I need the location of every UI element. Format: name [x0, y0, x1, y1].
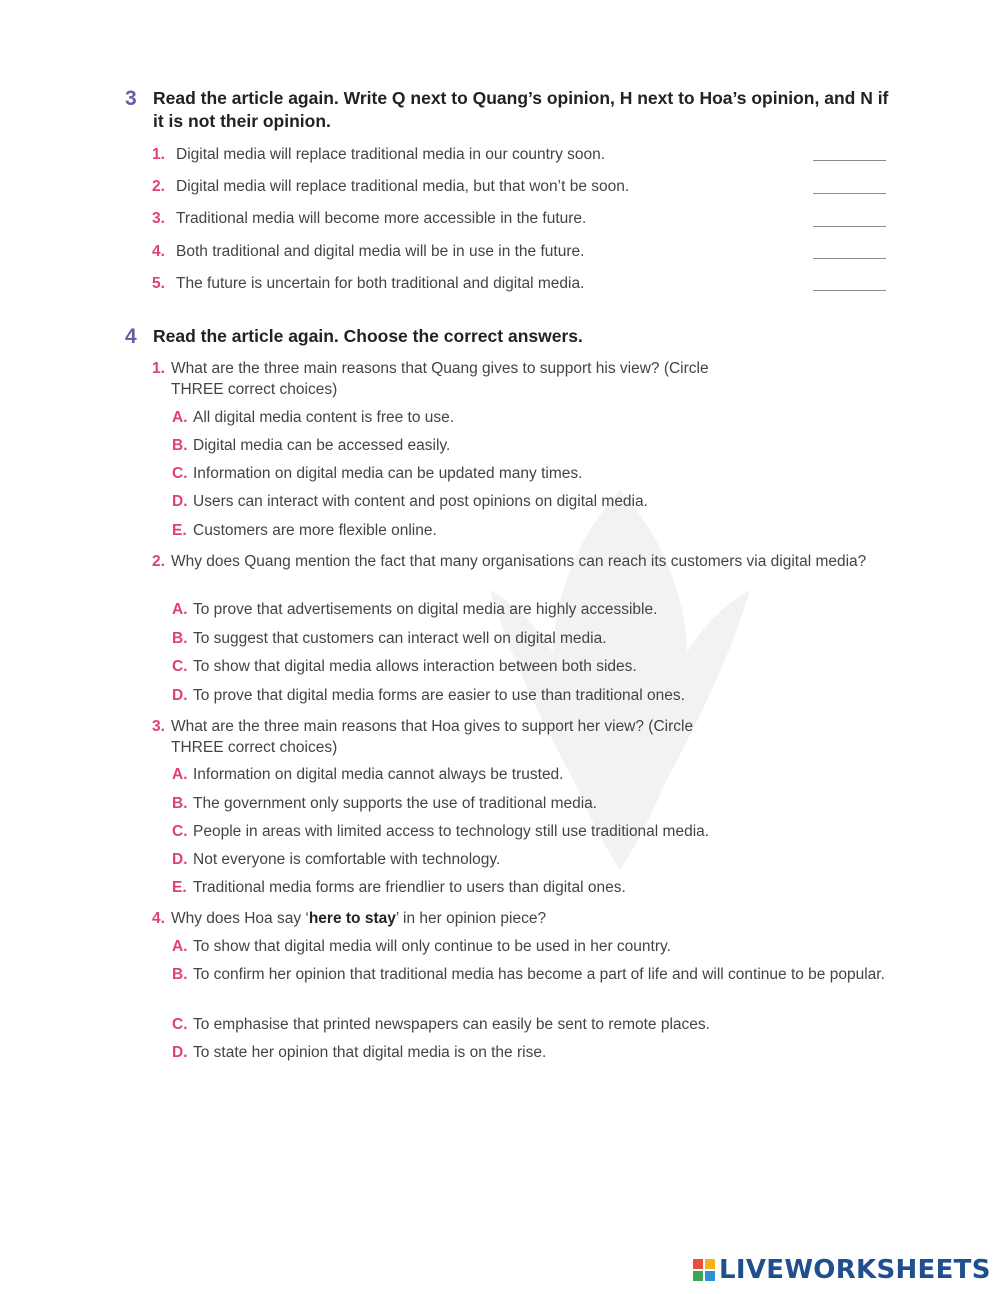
option-text: To emphasise that printed newspapers can easily be sent to remote places. — [193, 1016, 710, 1033]
option[interactable] — [172, 435, 893, 456]
question-number: 1. — [152, 360, 165, 377]
logo-icon — [693, 1259, 715, 1281]
option[interactable] — [172, 520, 893, 541]
option-text: Traditional media forms are friendlier to users than digital ones. — [193, 879, 626, 896]
option-text: People in areas with limited access to technology still use traditional media. — [193, 823, 710, 840]
list-item — [152, 242, 584, 262]
logo-square — [693, 1271, 703, 1281]
question — [152, 908, 891, 929]
question-text: Why does Quang mention the fact that many organisations can reach its customers via digital media? — [171, 553, 867, 570]
option[interactable] — [172, 877, 893, 898]
exercise-3-header — [125, 87, 903, 133]
answer-blank[interactable] — [813, 193, 886, 194]
option[interactable] — [172, 628, 893, 649]
option-letter: C. — [172, 658, 188, 675]
option[interactable] — [172, 463, 893, 484]
logo-square — [693, 1259, 703, 1269]
question-number: 2. — [152, 553, 165, 570]
quoted-phrase: here to stay — [308, 910, 396, 927]
option[interactable] — [172, 964, 893, 985]
item-text: Digital media will replace traditional media in our country soon. — [176, 146, 606, 163]
option[interactable] — [172, 936, 893, 957]
option[interactable] — [172, 491, 893, 512]
list-item — [152, 145, 605, 165]
item-number: 5. — [152, 275, 165, 292]
option[interactable] — [172, 656, 893, 677]
question-text: What are the three main reasons that Hoa gives to support her view? (Circle THREE correct choices) — [171, 718, 694, 756]
option-letter: B. — [172, 437, 188, 454]
option-text: Information on digital media can be updated many times. — [193, 465, 583, 482]
logo-square — [705, 1271, 715, 1281]
option[interactable] — [172, 407, 893, 428]
option-letter: B. — [172, 966, 188, 983]
exercise-4-header — [125, 325, 903, 348]
item-number: 4. — [152, 243, 165, 260]
option-text: Customers are more flexible online. — [193, 522, 437, 539]
question-text-after: ’ in her opinion piece? — [395, 910, 547, 927]
option[interactable] — [172, 764, 893, 785]
question-number: 4. — [152, 910, 165, 927]
question — [152, 716, 731, 758]
option-letter: A. — [172, 601, 188, 618]
option-text: To prove that advertisements on digital media are highly accessible. — [193, 601, 658, 618]
exercise-number: 3 — [125, 87, 137, 110]
exercise-number: 4 — [125, 325, 137, 348]
option[interactable] — [172, 849, 893, 870]
option-letter: D. — [172, 493, 188, 510]
question-number: 3. — [152, 718, 165, 735]
question — [152, 358, 751, 400]
list-item — [152, 209, 586, 229]
option-text: Not everyone is comfortable with technology. — [193, 851, 501, 868]
option-letter: C. — [172, 465, 188, 482]
logo-square — [705, 1259, 715, 1269]
option-letter: A. — [172, 766, 188, 783]
option-text: To prove that digital media forms are easier to use than traditional ones. — [193, 687, 685, 704]
option-text: To confirm her opinion that traditional media has become a part of life and will continue to be popular. — [193, 966, 885, 983]
liveworksheets-logo[interactable] — [693, 1255, 991, 1285]
option-text: Users can interact with content and post opinions on digital media. — [193, 493, 648, 510]
option-letter: B. — [172, 795, 188, 812]
option-letter: D. — [172, 687, 188, 704]
option-text: Digital media can be accessed easily. — [193, 437, 451, 454]
option-text: To show that digital media will only continue to be used in her country. — [193, 938, 671, 955]
option-letter: C. — [172, 1016, 188, 1033]
item-text: Digital media will replace traditional media, but that won’t be soon. — [176, 178, 630, 195]
exercise-title: Read the article again. Choose the correct answers. — [153, 326, 583, 346]
option[interactable] — [172, 793, 893, 814]
option-text: To state her opinion that digital media is on the rise. — [193, 1044, 547, 1061]
option[interactable] — [172, 1042, 893, 1063]
answer-blank[interactable] — [813, 290, 886, 291]
answer-blank[interactable] — [813, 226, 886, 227]
option-letter: A. — [172, 938, 188, 955]
item-text: Traditional media will become more accessible in the future. — [176, 210, 587, 227]
option[interactable] — [172, 685, 893, 706]
item-number: 3. — [152, 210, 165, 227]
question — [152, 551, 871, 572]
option-text: To show that digital media allows interaction between both sides. — [193, 658, 637, 675]
logo-text: LIVEWORKSHEETS — [719, 1255, 991, 1285]
question-text-before: Why does Hoa say ‘ — [171, 910, 309, 927]
option-letter: E. — [172, 522, 187, 539]
item-number: 1. — [152, 146, 165, 163]
option-letter: D. — [172, 1044, 188, 1061]
question-text: What are the three main reasons that Quang gives to support his view? (Circle THREE correct choices) — [171, 360, 709, 398]
exercise-title: Read the article again. Write Q next to Quang’s opinion, H next to Hoa’s opinion, and N if it is not their opinion. — [153, 88, 889, 131]
item-number: 2. — [152, 178, 165, 195]
option-letter: B. — [172, 630, 188, 647]
list-item — [152, 177, 629, 197]
option[interactable] — [172, 1014, 893, 1035]
option-text: Information on digital media cannot always be trusted. — [193, 766, 564, 783]
option-letter: D. — [172, 851, 188, 868]
option-letter: A. — [172, 409, 188, 426]
answer-blank[interactable] — [813, 160, 886, 161]
option-letter: C. — [172, 823, 188, 840]
option-letter: E. — [172, 879, 187, 896]
option-text: To suggest that customers can interact well on digital media. — [193, 630, 607, 647]
list-item — [152, 274, 584, 294]
item-text: The future is uncertain for both traditional and digital media. — [176, 275, 585, 292]
option-text: The government only supports the use of traditional media. — [193, 795, 598, 812]
option[interactable] — [172, 821, 893, 842]
answer-blank[interactable] — [813, 258, 886, 259]
option-text: All digital media content is free to use. — [193, 409, 455, 426]
option[interactable] — [172, 599, 893, 620]
item-text: Both traditional and digital media will be in use in the future. — [176, 243, 585, 260]
